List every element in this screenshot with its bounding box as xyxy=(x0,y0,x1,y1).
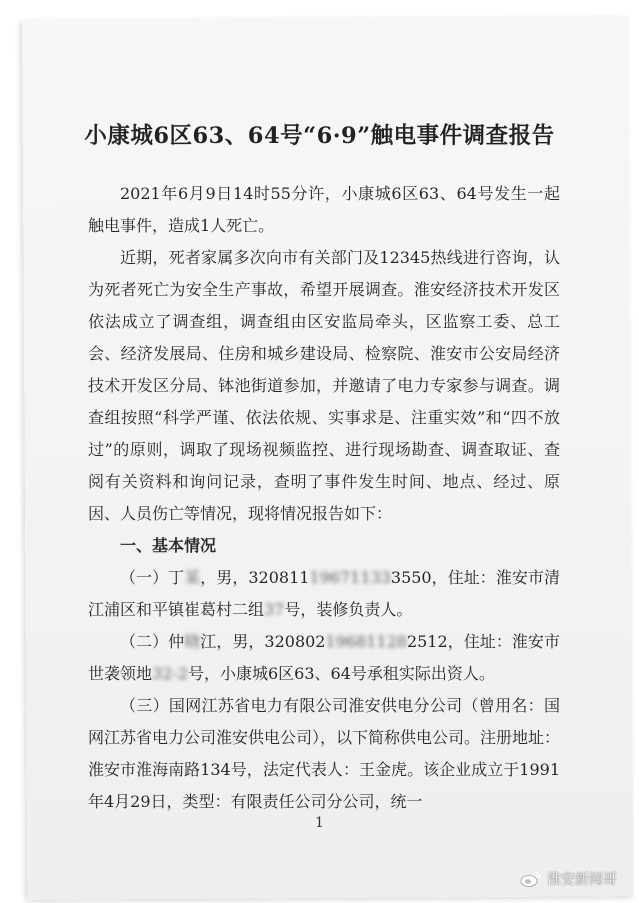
section-heading: 一、基本情况 xyxy=(120,536,217,555)
text-segment: （二）仲 xyxy=(120,632,185,651)
text-segment: 号，小康城6区63、64号承租实际出资人。 xyxy=(187,664,495,683)
text-segment: 3550，住址：淮安市清江浦区和平镇崔葛村二组 xyxy=(88,568,560,619)
watermark xyxy=(520,869,617,889)
redacted-text: 32-2 xyxy=(152,664,188,683)
intro-paragraph xyxy=(88,178,560,242)
background-paragraph xyxy=(88,242,560,530)
redacted-text: 37 xyxy=(264,600,285,619)
text-segment: （一）丁 xyxy=(120,568,185,587)
redacted-text: 19671133 xyxy=(309,568,391,587)
text-segment: 近期，死者家属多次向市有关部门及12345热线进行咨询，认为死者死亡为安全生产事故，希望开展调查。淮安经济技术开发区依法成立了调查组，调查组由区安监局牵头，区监察工委、总工会、经济发展局、住房和城乡建设局、检察院、淮安市公安局经济技术开发区分局、钵池街道参加，并邀请了电力专家参与调查。调查组按照“科学严谨、依法依规、实事求是、注重实效”和“四不放过”的原则，调取了现场视频监控、进行现场勘查、调查取证、查阅有关资料和询问记录，查明了事件发生时间、地点、经过、原因、人员伤亡等情况，现将情况报告如下： xyxy=(88,248,560,523)
entry-paragraph xyxy=(88,562,560,626)
redacted-text: 晓 xyxy=(184,632,201,651)
text-segment: 江，男，320802 xyxy=(200,632,326,651)
document-body xyxy=(88,178,560,818)
text-segment: 号，装修负责人。 xyxy=(284,600,413,619)
entry-paragraph xyxy=(88,626,560,690)
redacted-text: 某 xyxy=(184,568,201,587)
text-segment: ，男，320811 xyxy=(200,568,310,587)
weibo-icon xyxy=(520,870,542,888)
watermark-text: 淮安新闻哥 xyxy=(547,872,617,888)
text-segment: 2021年6月9日14时55分许，小康城6区63、64号发生一起触电事件，造成1人死亡。 xyxy=(88,184,560,235)
entry-paragraph xyxy=(88,690,560,818)
redacted-text: 19681128 xyxy=(325,632,407,651)
page-number: 1 xyxy=(315,815,324,831)
document-title: 小康城6区63、64号“6·9”触电事件调查报告 xyxy=(84,123,555,149)
text-segment: （三）国网江苏省电力有限公司淮安供电分公司（曾用名：国网江苏省电力公司淮安供电公司），以下简称供电公司。注册地址：淮安市淮海南路134号，法定代表人：王金虎。该企业成立于1991年4月29日，类型：有限责任公司分公司，统一 xyxy=(88,696,561,811)
text-segment: 2512，住址：淮安市世袭领地 xyxy=(88,632,560,683)
